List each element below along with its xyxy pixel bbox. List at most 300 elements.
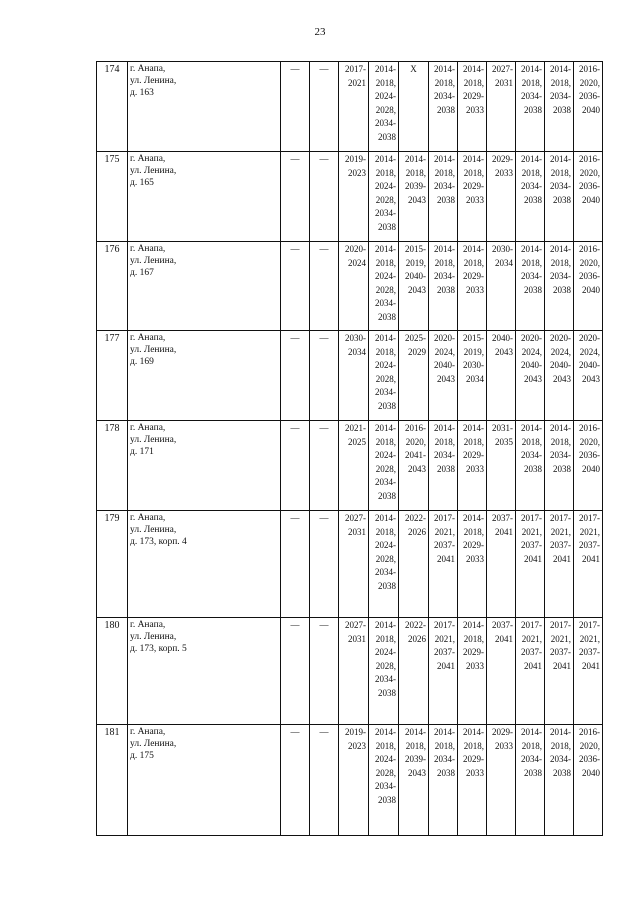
period-line: 2033 [495,740,513,751]
period-line: 2033 [466,767,484,778]
period-cell [339,618,369,725]
period-line: 2016- [405,423,426,433]
period-cell [516,152,545,242]
period-line: 2018, [521,167,542,178]
period-line: 2016- [579,423,600,433]
period-line: 2020- [345,244,366,254]
period-cell [369,725,399,836]
period-line: 2043 [553,373,571,384]
period-line: 2043 [437,373,455,384]
period-line: 2018, [375,167,396,178]
period-line: 2029- [463,754,484,764]
period-line: 2033 [466,463,484,474]
period-line: 2029- [463,647,484,657]
period-line: 2018, [405,740,426,751]
page-number: 23 [314,26,326,38]
period-line: 2038 [524,104,542,115]
period-line: 2030- [345,333,366,343]
period-line: 2040 [582,767,600,778]
address-line: д. 173, корп. 5 [130,644,187,654]
period-line: 2014- [550,154,571,164]
period-line: 2029- [492,727,513,737]
period-line: 2038 [378,580,396,591]
period-line: 2017- [521,513,542,523]
period-cell [545,618,574,725]
period-line: 2031 [348,633,366,644]
period-line: 2041 [524,553,542,564]
period-line: 2028, [375,660,396,671]
period-line: 2040 [582,284,600,295]
period-cell [574,62,603,152]
period-line: 2014- [521,154,542,164]
period-line: 2014- [375,244,396,254]
period-line: 2038 [437,194,455,205]
dash-cell: — [281,618,310,725]
period-line: 2024- [375,754,396,764]
period-line: 2014- [375,513,396,523]
period-line: 2024- [375,360,396,370]
period-line: 2043 [408,463,426,474]
period-line: 2020- [434,333,455,343]
period-line: 2018, [521,77,542,88]
row-number: 175 [97,152,128,242]
period-line: 2014- [434,154,455,164]
address-cell [128,331,281,421]
period-cell [369,152,399,242]
period-line: 2034- [521,271,542,281]
dash-cell: — [281,331,310,421]
period-line: 2030- [463,360,484,370]
period-line: 2037- [579,647,600,657]
period-line: 2034- [550,754,571,764]
period-line: 2040- [492,333,513,343]
address-line: ул. Ленина, [130,166,177,176]
dash-cell: — [310,725,339,836]
period-line: 2040 [582,463,600,474]
period-line: 2041 [553,553,571,564]
period-cell [429,152,458,242]
period-line: 2018, [550,257,571,268]
address-line: ул. Ленина, [130,632,177,642]
period-line: 2034- [434,91,455,101]
dash-cell: — [310,62,339,152]
table-row [97,725,603,836]
period-cell [369,62,399,152]
period-line: 2021, [521,633,542,644]
period-line: 2039- [405,181,426,191]
table-row [97,62,603,152]
period-line: 2014- [550,423,571,433]
row-number: 177 [97,331,128,421]
row-number: 180 [97,618,128,725]
period-line: 2041 [495,633,513,644]
period-cell [545,331,574,421]
address-line: д. 171 [130,447,154,457]
period-line: 2024- [375,91,396,101]
table-row [97,331,603,421]
period-line: 2034- [521,91,542,101]
period-line: 2014- [375,423,396,433]
period-line: 2029 [408,346,426,357]
period-line: 2041 [437,553,455,564]
period-line: 2036- [579,271,600,281]
period-cell [429,62,458,152]
period-cell [545,725,574,836]
period-line: 2038 [553,104,571,115]
address-cell [128,618,281,725]
period-cell [339,242,369,331]
period-line: 2016- [579,727,600,737]
address-line: ул. Ленина, [130,739,177,749]
period-line: 2014- [521,244,542,254]
period-line: 2014- [463,513,484,523]
period-cell [545,421,574,511]
period-line: 2037- [550,647,571,657]
address-line: д. 173, корп. 4 [130,537,187,547]
period-line: 2028, [375,463,396,474]
period-line: 2021, [579,526,600,537]
period-line: 2014- [550,244,571,254]
period-line: 2016- [579,154,600,164]
address-line: г. Анапа, [130,244,166,254]
period-cell [339,725,369,836]
period-cell [369,242,399,331]
address-line: г. Анапа, [130,620,166,630]
dash-cell: — [310,242,339,331]
period-line: 2034- [521,181,542,191]
period-cell [429,618,458,725]
period-line: 2037- [521,540,542,550]
period-line: 2018, [375,77,396,88]
period-line: 2041 [582,553,600,564]
period-cell [369,421,399,511]
period-line: 2036- [579,450,600,460]
period-line: 2017- [579,620,600,630]
address-line: ул. Ленина, [130,256,177,266]
period-cell [574,511,603,618]
period-line: 2040 [582,104,600,115]
period-line: 2014- [375,64,396,74]
period-line: 2018, [375,257,396,268]
period-line: 2019, [463,346,484,357]
period-line: 2015- [463,333,484,343]
period-line: 2019- [345,154,366,164]
period-line: 2040- [405,271,426,281]
period-cell [429,725,458,836]
period-line: 2034- [434,271,455,281]
period-line: 2020- [521,333,542,343]
period-cell [399,511,429,618]
period-line: 2034- [434,181,455,191]
period-line: 2040- [550,360,571,370]
period-line: 2033 [466,660,484,671]
period-line: 2018, [550,740,571,751]
address-line: г. Анапа, [130,423,166,433]
period-line: 2028, [375,194,396,205]
period-line: 2024- [375,647,396,657]
period-line: 2033 [466,553,484,564]
period-line: 2018, [550,167,571,178]
period-cell [574,725,603,836]
address-line: д. 165 [130,178,154,188]
period-line: 2018, [521,436,542,447]
period-line: 2020- [579,333,600,343]
period-line: 2025 [348,436,366,447]
period-line: 2034- [521,754,542,764]
period-line: 2034- [375,208,396,218]
period-line: 2014- [375,620,396,630]
period-cell [487,62,516,152]
period-cell [458,152,487,242]
period-line: 2029- [463,271,484,281]
period-cell [516,421,545,511]
period-line: 2014- [521,64,542,74]
period-line: 2024- [375,540,396,550]
period-line: 2038 [553,194,571,205]
period-cell [369,511,399,618]
period-line: 2018, [463,436,484,447]
period-line: 2038 [553,284,571,295]
period-line: Х [410,64,417,74]
dash-cell: — [281,152,310,242]
address-line: д. 167 [130,268,154,278]
period-line: 2018, [463,167,484,178]
period-cell [574,242,603,331]
period-line: 2034- [550,271,571,281]
period-line: 2029- [492,154,513,164]
period-line: 2025- [405,333,426,343]
period-line: 2020, [405,436,426,447]
table-row [97,618,603,725]
period-line: 2018, [434,167,455,178]
period-line: 2041 [524,660,542,671]
period-line: 2028, [375,767,396,778]
period-line: 2024- [375,181,396,191]
period-cell [516,242,545,331]
period-line: 2014- [434,244,455,254]
dash-cell: — [310,421,339,511]
period-cell [458,618,487,725]
period-line: 2035 [495,436,513,447]
period-line: 2027- [492,64,513,74]
period-line: 2038 [524,284,542,295]
period-line: 2020, [579,740,600,751]
address-line: ул. Ленина, [130,345,177,355]
address-line: ул. Ленина, [130,76,177,86]
period-line: 2017- [550,513,571,523]
period-line: 2021 [348,77,366,88]
period-line: 2031 [495,77,513,88]
period-line: 2029- [463,540,484,550]
address-line: г. Анапа, [130,64,166,74]
period-line: 2038 [524,767,542,778]
period-line: 2038 [524,463,542,474]
period-line: 2034- [550,450,571,460]
period-line: 2036- [579,91,600,101]
period-line: 2029- [463,181,484,191]
period-cell [545,152,574,242]
period-line: 2021, [434,526,455,537]
period-line: 2033 [466,194,484,205]
period-line: 2040- [434,360,455,370]
table-row [97,242,603,331]
row-number: 178 [97,421,128,511]
period-line: 2038 [378,131,396,142]
period-cell [516,725,545,836]
dash-cell: — [281,242,310,331]
period-line: 2027- [345,620,366,630]
period-line: 2021- [345,423,366,433]
address-line: д. 175 [130,751,154,761]
period-cell [487,725,516,836]
period-line: 2034- [550,181,571,191]
period-line: 2034- [434,754,455,764]
period-line: 2040 [582,194,600,205]
period-line: 2021, [579,633,600,644]
period-line: 2040- [579,360,600,370]
period-line: 2034- [550,91,571,101]
period-line: 2038 [378,687,396,698]
period-line: 2014- [375,333,396,343]
period-line: 2014- [550,64,571,74]
period-line: 2036- [579,181,600,191]
period-line: 2014- [405,154,426,164]
period-line: 2037- [492,513,513,523]
period-line: 2029- [463,450,484,460]
period-line: 2018, [375,526,396,537]
period-line: 2029- [463,91,484,101]
period-line: 2024 [348,257,366,268]
period-cell [574,618,603,725]
period-line: 2014- [375,727,396,737]
period-line: 2034- [375,387,396,397]
period-line: 2015- [405,244,426,254]
dash-cell: — [281,62,310,152]
dash-cell: — [310,152,339,242]
period-line: 2018, [434,77,455,88]
period-line: 2014- [463,620,484,630]
period-cell [545,511,574,618]
period-line: 2030- [492,244,513,254]
period-line: 2043 [408,284,426,295]
period-line: 2019- [345,727,366,737]
period-line: 2038 [378,490,396,501]
period-line: 2018, [375,346,396,357]
period-line: 2014- [463,727,484,737]
period-line: 2038 [437,767,455,778]
period-line: 2017- [434,620,455,630]
period-line: 2034- [375,298,396,308]
period-cell [369,331,399,421]
period-line: 2022- [405,620,426,630]
period-line: 2031- [492,423,513,433]
table-row [97,511,603,618]
period-line: 2018, [463,740,484,751]
address-line: ул. Ленина, [130,435,177,445]
period-line: 2026 [408,526,426,537]
period-line: 2041 [495,526,513,537]
period-line: 2018, [434,436,455,447]
period-line: 2043 [408,767,426,778]
period-line: 2039- [405,754,426,764]
period-line: 2034- [375,567,396,577]
period-line: 2018, [375,633,396,644]
period-line: 2018, [405,167,426,178]
period-line: 2021, [521,526,542,537]
period-cell [487,618,516,725]
period-cell [399,725,429,836]
period-line: 2017- [579,513,600,523]
period-line: 2014- [463,423,484,433]
period-line: 2034- [375,118,396,128]
period-line: 2020, [579,257,600,268]
period-cell [516,62,545,152]
period-cell [399,618,429,725]
address-cell [128,62,281,152]
address-cell [128,725,281,836]
period-line: 2014- [463,154,484,164]
period-line: 2017- [550,620,571,630]
period-line: 2018, [375,740,396,751]
period-cell [339,331,369,421]
period-cell [516,511,545,618]
period-line: 2014- [405,727,426,737]
period-line: 2016- [579,244,600,254]
period-line: 2034 [466,373,484,384]
period-line: 2014- [434,64,455,74]
period-line: 2019, [405,257,426,268]
period-line: 2038 [524,194,542,205]
period-line: 2024, [434,346,455,357]
period-line: 2034- [375,781,396,791]
period-cell [429,331,458,421]
period-line: 2018, [434,740,455,751]
period-line: 2018, [463,77,484,88]
period-line: 2016- [579,64,600,74]
period-cell [399,62,429,152]
dash-cell: — [310,331,339,421]
period-cell [399,421,429,511]
period-cell [574,152,603,242]
dash-cell: — [310,618,339,725]
period-line: 2022- [405,513,426,523]
period-line: 2018, [521,257,542,268]
period-cell [574,331,603,421]
period-line: 2034 [495,257,513,268]
address-line: г. Анапа, [130,333,166,343]
period-line: 2043 [524,373,542,384]
period-line: 2014- [463,64,484,74]
address-cell [128,152,281,242]
schedule-table [96,61,603,836]
period-cell [458,331,487,421]
period-cell [429,242,458,331]
period-cell [487,421,516,511]
period-line: 2020, [579,77,600,88]
period-line: 2043 [495,346,513,357]
period-line: 2021, [434,633,455,644]
period-cell [339,62,369,152]
period-line: 2038 [553,463,571,474]
period-line: 2028, [375,284,396,295]
period-line: 2023 [348,167,366,178]
period-cell [545,242,574,331]
period-line: 2037- [434,647,455,657]
period-line: 2018, [521,740,542,751]
period-cell [545,62,574,152]
period-line: 2028, [375,553,396,564]
period-cell [487,511,516,618]
